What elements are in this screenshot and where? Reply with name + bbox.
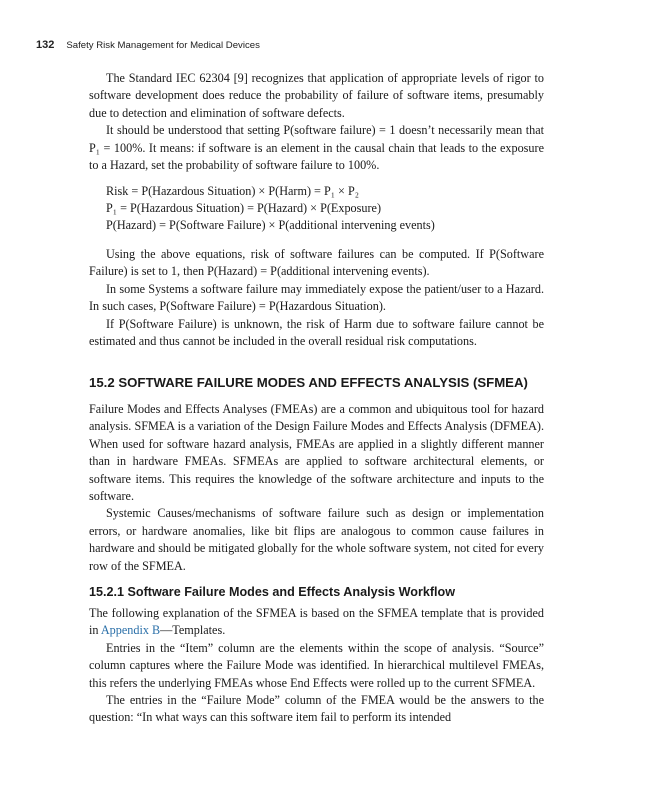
workflow-p1-suffix: —Templates. <box>160 623 226 638</box>
intro-text <box>89 70 544 174</box>
post-equation-text <box>89 246 544 350</box>
workflow-p1-text: The following explanation of the SFMEA is based on the SFMEA template that is provided in <box>89 606 544 638</box>
sfmea-paragraph-2: Systemic Causes/mechanisms of software failure such as design or implementation errors, or hardware anomalies, like bit flips are analogous to common cause failures in hardware and should be mitigated globally for the whole software system, not cited for every row of the SFMEA. <box>89 506 544 573</box>
post-equation-paragraph-3: If P(Software Failure) is unknown, the risk of Harm due to software failure cannot be estimated and thus cannot be included in the overall residual risk computations. <box>89 316 544 349</box>
equation-hazard: P(Hazard) = P(Software Failure) × P(additional intervening events) <box>106 218 435 232</box>
section-heading-15-2: 15.2 SOFTWARE FAILURE MODES AND EFFECTS ANALYSIS (SFMEA) <box>89 375 528 390</box>
post-equation-paragraph-1: Using the above equations, risk of software failures can be computed. If P(Software Failure) is set to 1, then P(Hazard) = P(additional intervening events). <box>89 247 544 279</box>
workflow-paragraph-1 <box>89 605 544 640</box>
appendix-b-link[interactable]: Appendix B <box>100 623 161 638</box>
post-equation-paragraph-2: In some Systems a software failure may immediately expose the patient/user to a Hazard. In such cases, P(Software Failure) = P(Hazardous Situation). <box>89 281 544 314</box>
workflow-paragraph-2: Entries in the “Item” column are the elements within the scope of analysis. “Source” column captures where the Failure Mode was identified. In hierarchical multilevel FMEAs, this refers the underlying FMEAs whose End Effects were rolled up to the current SFMEA. <box>89 640 544 690</box>
workflow-paragraph-3: The entries in the “Failure Mode” column of the FMEA would be the answers to the question: “In what ways can this software item fail to perform its intended <box>89 693 544 725</box>
equation-p1: P₁ = P(Hazardous Situation) = P(Hazard) × P(Exposure) <box>106 201 381 215</box>
book-title: Safety Risk Management for Medical Devices <box>66 40 260 51</box>
running-header <box>36 39 260 51</box>
section-15-2-1-text <box>89 605 544 727</box>
section-heading-15-2-1: 15.2.1 Software Failure Modes and Effects Analysis Workflow <box>89 585 456 599</box>
section-15-2-text <box>89 401 544 575</box>
equation-risk: Risk = P(Hazardous Situation) × P(Harm) = P₁ × P₂ <box>106 184 359 198</box>
intro-paragraph-1: The Standard IEC 62304 [9] recognizes that application of appropriate levels of rigor to software development does reduce the probability of failure of software items, presumably due to detection and elimination of software defects. <box>89 71 544 120</box>
page-number: 132 <box>36 39 55 51</box>
sfmea-paragraph-1: Failure Modes and Effects Analyses (FMEAs) are a common and ubiquitous tool for hazard analysis. SFMEA is a variation of the Design Failure Modes and Effects Analysis (DFMEA). When used for software hazard analysis, FMEAs are applied in a slightly different manner than in hardware FMEAs. SFMEAs are applied to software architectural elements, or software items. This requires the knowledge of the software architecture and inputs to the software. <box>89 402 544 504</box>
intro-paragraph-2: It should be understood that setting P(software failure) = 1 doesn’t necessarily mean that P₁ = 100%. It means: if software is an element in the causal chain that leads to the exposure to a Hazard, set the probability of software failure to 100%. <box>89 123 544 173</box>
